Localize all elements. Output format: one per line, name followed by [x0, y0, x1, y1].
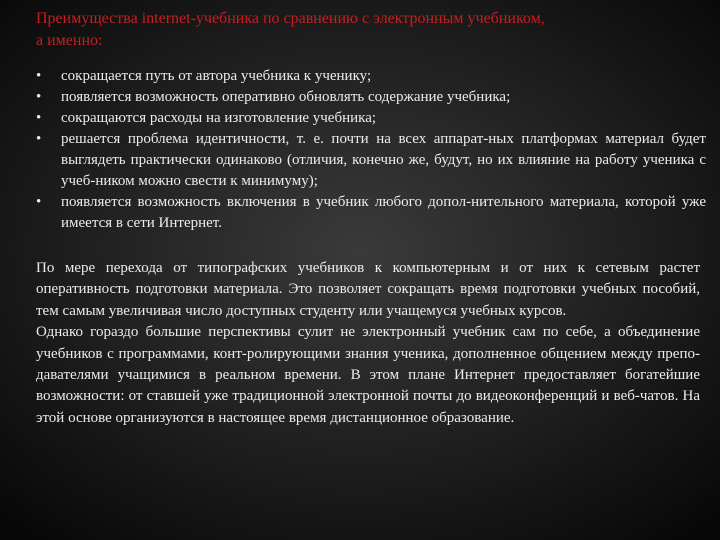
bullet-marker: • — [36, 131, 42, 147]
heading-line-2: а именно: — [36, 32, 103, 49]
bullet-text: решается проблема идентичности, т. е. почти на всех аппарат-ных платформах материал будет выглядеть практически одинаково (отличия, конечно же, будут, но их влияние на работу ученика с учеб-ником можно свести к минимуму); — [61, 131, 706, 189]
bullet-item — [36, 87, 706, 108]
bullet-marker: • — [36, 68, 42, 84]
bullet-text: сокращается путь от автора учебника к ученику; — [61, 68, 372, 84]
bullet-item — [36, 66, 706, 87]
paragraph: По мере перехода от типографских учебников к компьютерным и от них к сетевым растет оперативность подготовки материала. Это позволяет сокращать время подготовки учебных пособий, тем самым увеличивая число доступных студенту или учащемуся учебных курсов. — [36, 260, 700, 319]
slide-heading — [36, 8, 696, 52]
bullet-marker: • — [36, 89, 42, 105]
bullet-text: появляется возможность включения в учебник любого допол-нительного материала, которой уже имеется в сети Интернет. — [61, 194, 706, 231]
bullet-marker: • — [36, 110, 42, 126]
body-text — [36, 258, 700, 429]
bullet-list — [36, 66, 706, 234]
bullet-text: появляется возможность оперативно обновлять содержание учебника; — [61, 89, 511, 105]
bullet-item — [36, 129, 706, 192]
bullet-marker: • — [36, 194, 42, 210]
bullet-text: сокращаются расходы на изготовление учебника; — [61, 110, 377, 126]
bullet-item — [36, 108, 706, 129]
bullet-item — [36, 192, 706, 234]
paragraph: Однако гораздо большие перспективы сулит не электронный учебник сам по себе, а объединение учебников с программами, конт-ролирующими знания ученика, дополненное общением между препо-давателями учащимися в реальном времени. В этом плане Интернет предоставляет богатейшие возможности: от ставшей уже традиционной электронной почты до видеоконференций и веб-чатов. На этой основе организуются в настоящее время дистанционное образование. — [36, 324, 700, 426]
heading-line-1: Преимущества internet-учебника по сравнению с электронным учебником, — [36, 10, 545, 27]
